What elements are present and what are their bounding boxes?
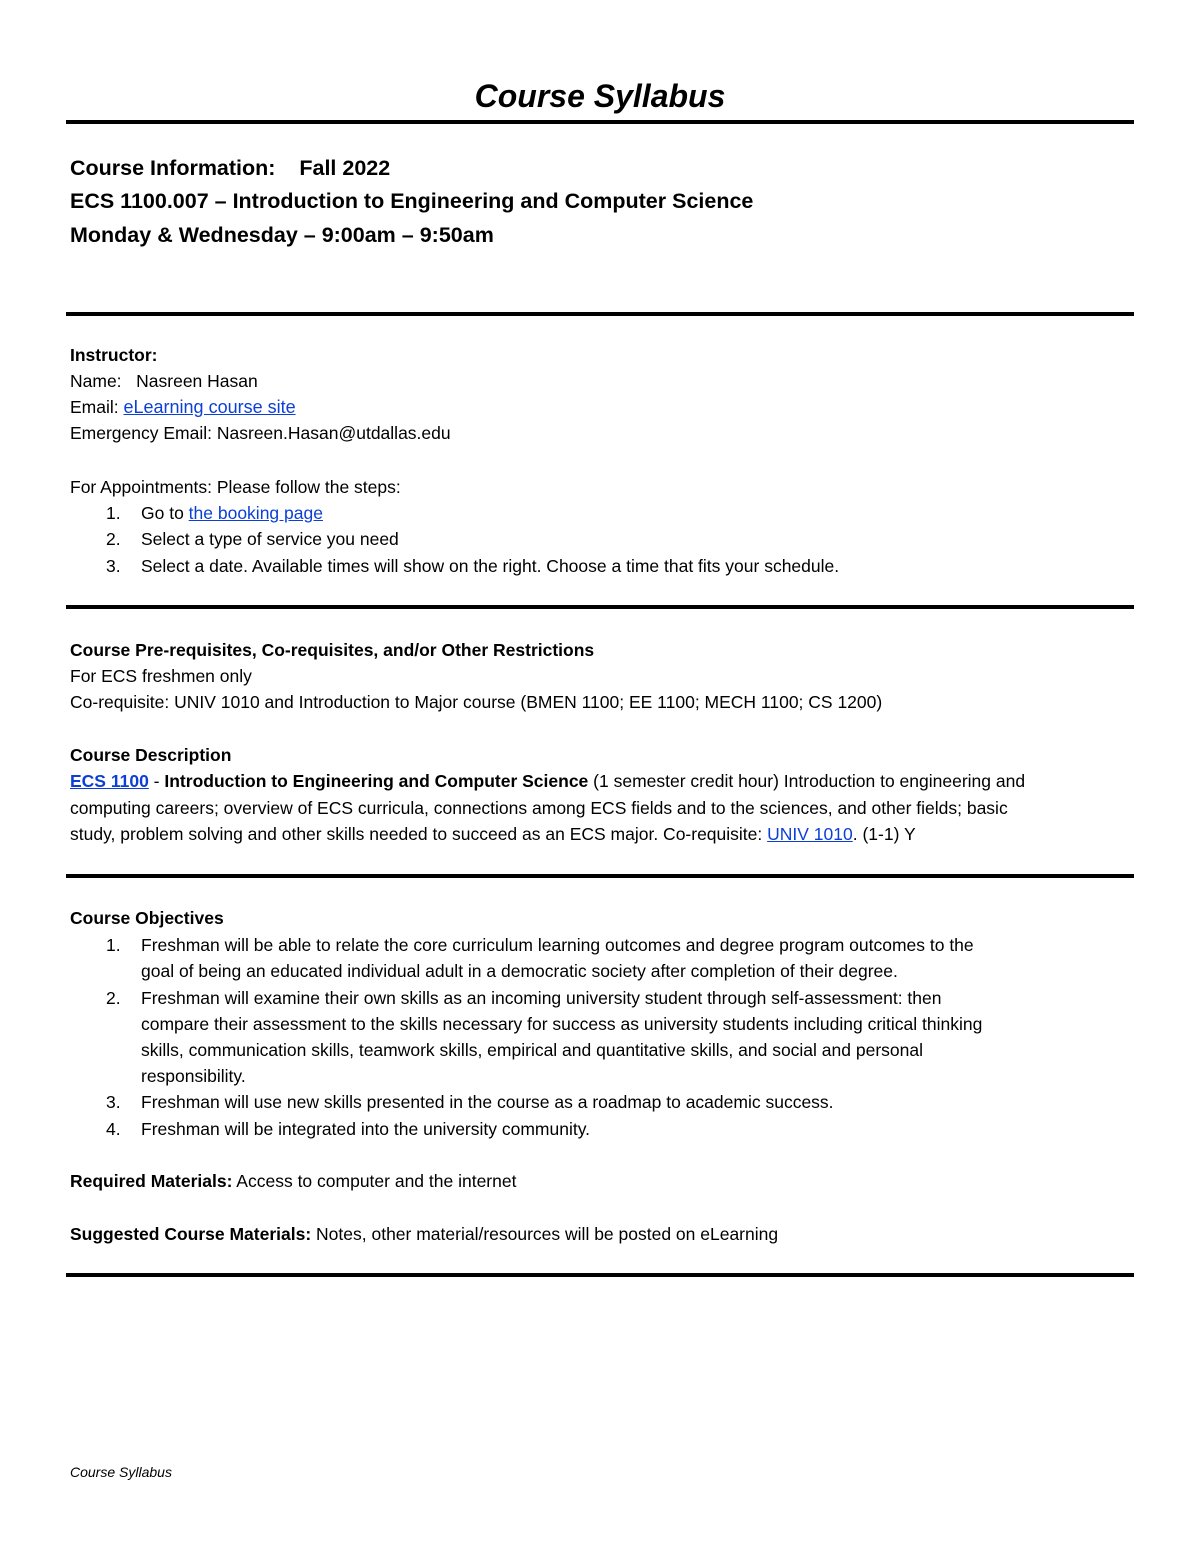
divider (66, 605, 1134, 609)
step-text: Select a date. Available times will show on the right. Choose a time that fits your schedule. (141, 556, 840, 576)
list-number: 3. (106, 556, 121, 576)
instructor-heading: Instructor: (70, 345, 158, 365)
name-label: Name: (70, 371, 122, 391)
page-title: Course Syllabus (474, 78, 726, 114)
description-line: study, problem solving and other skills needed to succeed as an ECS major. Co-requisite: UNIV 1010. (1-1) Y (70, 824, 916, 844)
ecs-1100-link[interactable]: ECS 1100 (70, 771, 149, 791)
course-info-label: Course Information: (70, 156, 276, 180)
list-number: 1. (106, 503, 121, 523)
divider (66, 1273, 1134, 1277)
course-schedule: Monday & Wednesday – 9:00am – 9:50am (70, 223, 494, 247)
instructor-email-line (70, 395, 296, 419)
emergency-email: Nasreen.Hasan@utdallas.edu (216, 423, 451, 443)
emergency-email-line (70, 421, 451, 445)
prereq-line: For ECS freshmen only (70, 666, 252, 686)
emergency-email-label: Emergency Email: (70, 423, 212, 443)
list-item (0, 554, 1200, 578)
course-info-line (70, 153, 390, 183)
suggested-materials: Suggested Course Materials: Notes, other material/resources will be posted on eLearning (70, 1224, 779, 1244)
course-term: Fall 2022 (299, 156, 391, 180)
divider (66, 120, 1134, 124)
page-footer: Course Syllabus (70, 1464, 172, 1480)
step-text: Select a type of service you need (141, 529, 399, 549)
list-number: 1. (106, 935, 121, 955)
appointments-intro: For Appointments: Please follow the steps: (70, 477, 401, 497)
divider (66, 312, 1134, 316)
objectives-heading: Course Objectives (70, 908, 224, 928)
list-number: 3. (106, 1092, 121, 1112)
univ-1010-link[interactable]: UNIV 1010 (767, 824, 853, 844)
list-number: 2. (106, 988, 121, 1008)
list-item (0, 501, 1200, 525)
instructor-name: Nasreen Hasan (136, 371, 258, 391)
elearning-course-site-link[interactable]: eLearning course site (123, 397, 296, 417)
description-line: computing careers; overview of ECS curricula, connections among ECS fields and to the sciences, and other fields; basic (70, 798, 1008, 818)
list-item (0, 527, 1200, 551)
course-title-inline: Introduction to Engineering and Computer Science (164, 771, 589, 791)
prereq-heading: Course Pre-requisites, Co-requisites, and/or Other Restrictions (70, 640, 595, 660)
description-heading: Course Description (70, 745, 232, 765)
email-label: Email: (70, 397, 119, 417)
booking-page-link[interactable]: the booking page (188, 503, 323, 523)
list-number: 4. (106, 1119, 121, 1139)
step-text: Go to (141, 503, 189, 523)
divider (66, 874, 1134, 878)
description-line: ECS 1100 - Introduction to Engineering and Computer Science (1 semester credit hour) Introduction to engineering and (70, 771, 1026, 791)
list-number: 2. (106, 529, 121, 549)
required-materials: Required Materials: Access to computer and the internet (70, 1171, 517, 1191)
coreq-line: Co-requisite: UNIV 1010 and Introduction to Major course (BMEN 1100; EE 1100; MECH 1100; CS 1200) (70, 692, 883, 712)
course-title: ECS 1100.007 – Introduction to Engineering and Computer Science (70, 189, 754, 213)
instructor-name-line (70, 369, 258, 393)
